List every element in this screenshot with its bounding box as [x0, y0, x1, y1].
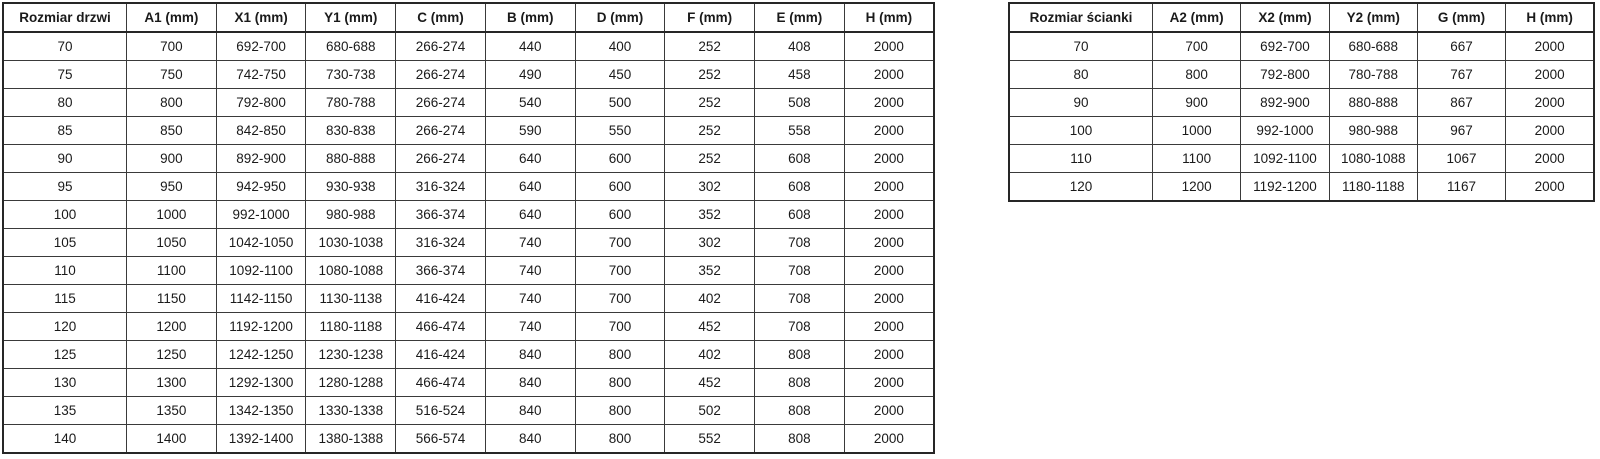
- table-cell: 608: [755, 145, 845, 173]
- table-cell: 302: [665, 173, 755, 201]
- table-row: [1009, 89, 1594, 117]
- table-cell: 1292-1300: [216, 369, 306, 397]
- table-cell: 850: [127, 117, 217, 145]
- table-cell: 1050: [127, 229, 217, 257]
- table-cell: 2000: [844, 89, 934, 117]
- table-cell: 252: [665, 32, 755, 61]
- table-cell: 808: [755, 397, 845, 425]
- table-cell: 880-888: [306, 145, 396, 173]
- table-cell: 640: [485, 173, 575, 201]
- table-cell: 608: [755, 173, 845, 201]
- door-size-table-body: [3, 32, 934, 453]
- table-cell: 1392-1400: [216, 425, 306, 454]
- table-cell: 252: [665, 89, 755, 117]
- table-cell: 2000: [844, 313, 934, 341]
- table-cell: 930-938: [306, 173, 396, 201]
- table-cell: 780-788: [1329, 61, 1417, 89]
- table-cell: 880-888: [1329, 89, 1417, 117]
- table-cell: 2000: [844, 285, 934, 313]
- table-cell: 1100: [127, 257, 217, 285]
- table-cell: 402: [665, 341, 755, 369]
- table-cell: 266-274: [396, 61, 486, 89]
- wall-size-table: [1008, 2, 1595, 202]
- table-cell: 1400: [127, 425, 217, 454]
- table-cell: 115: [3, 285, 127, 313]
- table-cell: 692-700: [216, 32, 306, 61]
- table-cell: 558: [755, 117, 845, 145]
- table-cell: 2000: [844, 341, 934, 369]
- table-cell: 608: [755, 201, 845, 229]
- table-cell: 140: [3, 425, 127, 454]
- table-cell: 1350: [127, 397, 217, 425]
- table-cell: 740: [485, 229, 575, 257]
- table-cell: 708: [755, 257, 845, 285]
- table-cell: 75: [3, 61, 127, 89]
- table-cell: 2000: [1506, 173, 1594, 202]
- table-cell: 1330-1338: [306, 397, 396, 425]
- table-cell: 800: [575, 397, 665, 425]
- column-header: F (mm): [665, 3, 755, 32]
- table-cell: 266-274: [396, 32, 486, 61]
- table-cell: 830-838: [306, 117, 396, 145]
- table-cell: 900: [1153, 89, 1241, 117]
- table-cell: 266-274: [396, 117, 486, 145]
- table-cell: 800: [575, 341, 665, 369]
- table-cell: 450: [575, 61, 665, 89]
- table-row: [1009, 173, 1594, 202]
- table-cell: 640: [485, 201, 575, 229]
- table-cell: 667: [1417, 32, 1505, 61]
- table-cell: 1200: [1153, 173, 1241, 202]
- header-row: [1009, 3, 1594, 32]
- table-cell: 1142-1150: [216, 285, 306, 313]
- table-cell: 352: [665, 201, 755, 229]
- column-header: B (mm): [485, 3, 575, 32]
- table-row: [3, 117, 934, 145]
- table-cell: 600: [575, 173, 665, 201]
- table-cell: 742-750: [216, 61, 306, 89]
- table-cell: 800: [1153, 61, 1241, 89]
- table-row: [3, 285, 934, 313]
- table-cell: 708: [755, 285, 845, 313]
- table-cell: 1042-1050: [216, 229, 306, 257]
- table-cell: 440: [485, 32, 575, 61]
- table-cell: 708: [755, 229, 845, 257]
- table-cell: 2000: [1506, 117, 1594, 145]
- table-row: [3, 341, 934, 369]
- table-cell: 458: [755, 61, 845, 89]
- table-cell: 800: [575, 425, 665, 454]
- table-cell: 792-800: [1241, 61, 1329, 89]
- table-cell: 840: [485, 341, 575, 369]
- table-cell: 100: [1009, 117, 1153, 145]
- column-header: X2 (mm): [1241, 3, 1329, 32]
- table-cell: 70: [3, 32, 127, 61]
- table-cell: 135: [3, 397, 127, 425]
- table-row: [3, 89, 934, 117]
- table-cell: 740: [485, 313, 575, 341]
- table-cell: 110: [3, 257, 127, 285]
- table-cell: 552: [665, 425, 755, 454]
- door-size-table: [2, 2, 935, 454]
- table-cell: 1180-1188: [306, 313, 396, 341]
- column-header: Rozmiar ścianki: [1009, 3, 1153, 32]
- table-cell: 502: [665, 397, 755, 425]
- table-row: [3, 313, 934, 341]
- table-row: [1009, 32, 1594, 61]
- table-cell: 740: [485, 257, 575, 285]
- header-row: [3, 3, 934, 32]
- table-cell: 2000: [1506, 89, 1594, 117]
- table-cell: 1080-1088: [306, 257, 396, 285]
- table-cell: 120: [1009, 173, 1153, 202]
- table-cell: 2000: [844, 61, 934, 89]
- table-cell: 130: [3, 369, 127, 397]
- table-cell: 1130-1138: [306, 285, 396, 313]
- column-header: Y1 (mm): [306, 3, 396, 32]
- table-cell: 80: [1009, 61, 1153, 89]
- table-cell: 840: [485, 425, 575, 454]
- column-header: D (mm): [575, 3, 665, 32]
- table-cell: 730-738: [306, 61, 396, 89]
- table-cell: 252: [665, 117, 755, 145]
- wall-size-table-body: [1009, 32, 1594, 201]
- table-row: [3, 257, 934, 285]
- table-cell: 767: [1417, 61, 1505, 89]
- table-cell: 540: [485, 89, 575, 117]
- table-cell: 452: [665, 369, 755, 397]
- table-cell: 808: [755, 369, 845, 397]
- table-cell: 590: [485, 117, 575, 145]
- table-cell: 1092-1100: [1241, 145, 1329, 173]
- table-cell: 316-324: [396, 173, 486, 201]
- table-cell: 352: [665, 257, 755, 285]
- table-row: [3, 32, 934, 61]
- table-cell: 266-274: [396, 145, 486, 173]
- table-cell: 700: [575, 229, 665, 257]
- table-row: [3, 229, 934, 257]
- table-cell: 792-800: [216, 89, 306, 117]
- table-cell: 2000: [844, 32, 934, 61]
- column-header: A2 (mm): [1153, 3, 1241, 32]
- column-header: Rozmiar drzwi: [3, 3, 127, 32]
- table-cell: 2000: [844, 229, 934, 257]
- table-cell: 1200: [127, 313, 217, 341]
- table-cell: 302: [665, 229, 755, 257]
- table-cell: 1150: [127, 285, 217, 313]
- table-cell: 980-988: [1329, 117, 1417, 145]
- table-cell: 252: [665, 61, 755, 89]
- table-cell: 1067: [1417, 145, 1505, 173]
- table-row: [3, 145, 934, 173]
- table-cell: 808: [755, 341, 845, 369]
- table-cell: 500: [575, 89, 665, 117]
- table-cell: 740: [485, 285, 575, 313]
- table-cell: 566-574: [396, 425, 486, 454]
- table-cell: 600: [575, 145, 665, 173]
- column-header: E (mm): [755, 3, 845, 32]
- column-header: A1 (mm): [127, 3, 217, 32]
- table-cell: 992-1000: [1241, 117, 1329, 145]
- column-header: G (mm): [1417, 3, 1505, 32]
- column-header: Y2 (mm): [1329, 3, 1417, 32]
- table-cell: 110: [1009, 145, 1153, 173]
- table-cell: 680-688: [306, 32, 396, 61]
- table-cell: 1167: [1417, 173, 1505, 202]
- table-cell: 508: [755, 89, 845, 117]
- table-cell: 700: [127, 32, 217, 61]
- table-cell: 400: [575, 32, 665, 61]
- table-cell: 466-474: [396, 369, 486, 397]
- table-cell: 980-988: [306, 201, 396, 229]
- table-cell: 640: [485, 145, 575, 173]
- door-size-table-header: [3, 3, 934, 32]
- table-row: [1009, 145, 1594, 173]
- table-cell: 1000: [1153, 117, 1241, 145]
- column-header: X1 (mm): [216, 3, 306, 32]
- table-cell: 1242-1250: [216, 341, 306, 369]
- column-header: H (mm): [1506, 3, 1594, 32]
- table-cell: 708: [755, 313, 845, 341]
- table-cell: 700: [575, 257, 665, 285]
- table-row: [1009, 61, 1594, 89]
- table-cell: 2000: [844, 201, 934, 229]
- table-cell: 1192-1200: [1241, 173, 1329, 202]
- table-cell: 2000: [1506, 145, 1594, 173]
- table-cell: 1180-1188: [1329, 173, 1417, 202]
- table-cell: 105: [3, 229, 127, 257]
- table-cell: 1300: [127, 369, 217, 397]
- table-row: [3, 173, 934, 201]
- table-cell: 2000: [844, 369, 934, 397]
- table-cell: 120: [3, 313, 127, 341]
- table-cell: 680-688: [1329, 32, 1417, 61]
- table-cell: 95: [3, 173, 127, 201]
- column-header: C (mm): [396, 3, 486, 32]
- table-cell: 1080-1088: [1329, 145, 1417, 173]
- table-cell: 1100: [1153, 145, 1241, 173]
- table-cell: 452: [665, 313, 755, 341]
- table-cell: 892-900: [1241, 89, 1329, 117]
- table-cell: 125: [3, 341, 127, 369]
- wall-size-table-header: [1009, 3, 1594, 32]
- table-row: [3, 369, 934, 397]
- table-cell: 366-374: [396, 201, 486, 229]
- table-cell: 1230-1238: [306, 341, 396, 369]
- table-cell: 700: [575, 285, 665, 313]
- table-cell: 800: [575, 369, 665, 397]
- table-cell: 490: [485, 61, 575, 89]
- table-cell: 2000: [844, 173, 934, 201]
- table-cell: 402: [665, 285, 755, 313]
- table-cell: 2000: [844, 425, 934, 454]
- table-cell: 700: [575, 313, 665, 341]
- table-cell: 1192-1200: [216, 313, 306, 341]
- table-cell: 1342-1350: [216, 397, 306, 425]
- table-cell: 408: [755, 32, 845, 61]
- table-row: [3, 61, 934, 89]
- table-cell: 550: [575, 117, 665, 145]
- table-cell: 692-700: [1241, 32, 1329, 61]
- table-cell: 366-374: [396, 257, 486, 285]
- table-cell: 516-524: [396, 397, 486, 425]
- table-cell: 992-1000: [216, 201, 306, 229]
- table-cell: 416-424: [396, 285, 486, 313]
- table-cell: 1250: [127, 341, 217, 369]
- table-cell: 900: [127, 145, 217, 173]
- table-cell: 950: [127, 173, 217, 201]
- table-cell: 892-900: [216, 145, 306, 173]
- table-cell: 2000: [1506, 61, 1594, 89]
- table-cell: 967: [1417, 117, 1505, 145]
- table-cell: 780-788: [306, 89, 396, 117]
- table-cell: 416-424: [396, 341, 486, 369]
- table-cell: 840: [485, 369, 575, 397]
- table-row: [1009, 117, 1594, 145]
- table-cell: 80: [3, 89, 127, 117]
- table-row: [3, 201, 934, 229]
- table-cell: 1380-1388: [306, 425, 396, 454]
- table-cell: 316-324: [396, 229, 486, 257]
- table-cell: 2000: [844, 257, 934, 285]
- column-header: H (mm): [844, 3, 934, 32]
- table-cell: 600: [575, 201, 665, 229]
- table-row: [3, 397, 934, 425]
- table-cell: 266-274: [396, 89, 486, 117]
- table-cell: 1030-1038: [306, 229, 396, 257]
- table-row: [3, 425, 934, 454]
- table-cell: 100: [3, 201, 127, 229]
- table-cell: 808: [755, 425, 845, 454]
- table-cell: 2000: [1506, 32, 1594, 61]
- table-cell: 1280-1288: [306, 369, 396, 397]
- table-cell: 70: [1009, 32, 1153, 61]
- table-cell: 85: [3, 117, 127, 145]
- table-cell: 800: [127, 89, 217, 117]
- table-cell: 1092-1100: [216, 257, 306, 285]
- table-cell: 840: [485, 397, 575, 425]
- table-cell: 1000: [127, 201, 217, 229]
- table-cell: 2000: [844, 397, 934, 425]
- table-cell: 942-950: [216, 173, 306, 201]
- table-cell: 867: [1417, 89, 1505, 117]
- table-cell: 750: [127, 61, 217, 89]
- table-cell: 2000: [844, 117, 934, 145]
- table-cell: 700: [1153, 32, 1241, 61]
- table-cell: 842-850: [216, 117, 306, 145]
- table-cell: 90: [1009, 89, 1153, 117]
- table-cell: 90: [3, 145, 127, 173]
- table-cell: 466-474: [396, 313, 486, 341]
- table-cell: 252: [665, 145, 755, 173]
- table-cell: 2000: [844, 145, 934, 173]
